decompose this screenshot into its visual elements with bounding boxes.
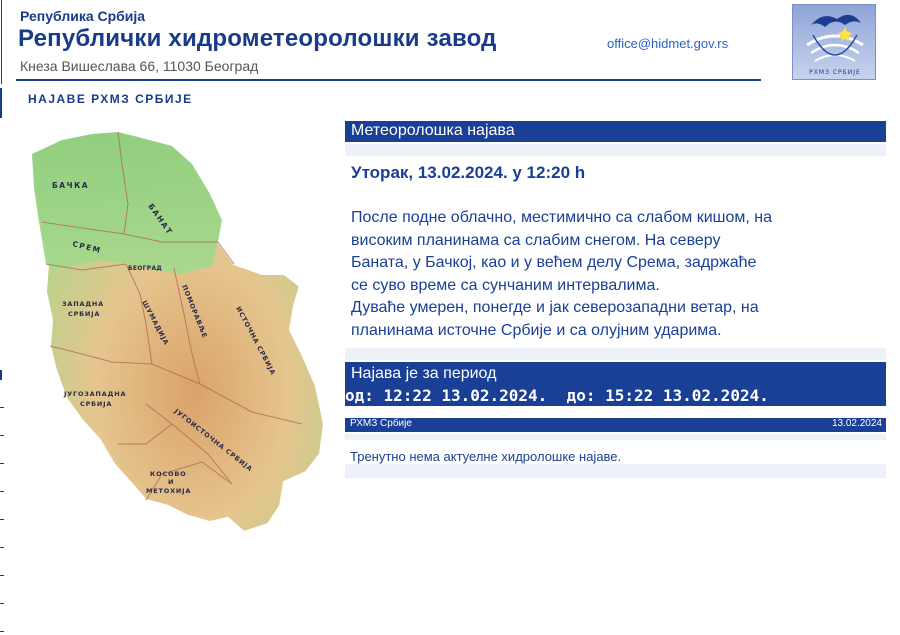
map-north-plain	[32, 132, 222, 274]
forecast-heading-bar	[345, 121, 886, 142]
forecast-line: Баната, у Бачкој, као и у већем делу Срема, задржаће	[351, 254, 757, 271]
forecast-line: После подне облачно, местимично са слабом кишом, на	[351, 209, 772, 226]
forecast-line: Дуваће умерен, понегде и јак северозападни ветар, на	[351, 299, 759, 316]
forecast-period-bar	[345, 362, 886, 406]
period-label: Најава је за период	[351, 365, 497, 382]
map-label-beograd: БЕОГРАД	[128, 265, 163, 272]
forecast-line: високим планинама са слабим снегом. На северу	[351, 231, 721, 249]
map-label-zapadna: ЗАПАДНА	[62, 300, 104, 308]
map-label-metohija: МЕТОХИЈА	[146, 487, 192, 495]
map-label-pomoravlje: ПОМОРАВЉЕ	[180, 283, 209, 340]
header-email-link[interactable]: office@hidmet.gov.rs	[607, 36, 729, 51]
map-label-sumadija: ШУМАДИЈА	[140, 299, 171, 347]
map-label-istocna-srbija: ИСТОЧНА СРБИЈА	[234, 305, 278, 377]
issued-date: 13.02.2024	[831, 418, 882, 429]
forecast-line: се суво време са сунчаним интервалима.	[351, 276, 660, 294]
period-spacer-strip	[345, 348, 886, 360]
forecast-line: планинама источне Србије и са олујним ударима.	[351, 321, 722, 339]
map-label-jugozapadna: ЈУГОЗАПАДНА	[64, 390, 127, 398]
map-label-banat: БАНАТ	[146, 201, 175, 237]
header-left-border	[1, 0, 2, 84]
header-address: Кнеза Вишеслава 66, 11030 Београд	[20, 58, 259, 74]
map-label-zapadna-srbija: СРБИЈА	[68, 310, 101, 318]
hydro-spacer-strip	[345, 434, 886, 440]
source-bar	[345, 418, 886, 432]
map-label-jugoistocna-srbija: ЈУГОИСТОЧНА СРБИЈА	[172, 407, 255, 474]
serbia-region-map[interactable]	[22, 124, 332, 544]
source-label: РХМЗ Србије	[350, 418, 412, 429]
logo-caption: РХМЗ СРБИЈЕ	[809, 69, 861, 76]
map-label-kosovo: КОСОВО	[150, 470, 187, 478]
serbia-map-svg	[22, 124, 332, 544]
forecast-spacer-strip	[345, 144, 886, 156]
map-label-jugozapadna-srbija: СРБИЈА	[80, 400, 113, 408]
left-frame-ticks	[0, 380, 4, 635]
header-country: Република Србија	[20, 8, 146, 24]
section-title: НАЈАВЕ РХМЗ СРБИЈЕ	[28, 92, 193, 106]
period-range: од: 12:22 13.02.2024. до: 15:22 13.02.2024.	[345, 386, 769, 405]
map-label-srem: СРЕМ	[71, 239, 103, 256]
left-frame-edge	[0, 88, 2, 118]
forecast-text	[351, 207, 881, 342]
hydro-bottom-strip	[345, 464, 886, 478]
map-label-kosovo-i: И	[168, 478, 175, 486]
forecast-heading: Метеоролошка најава	[351, 122, 515, 139]
header-institution-title[interactable]: Републички хидрометеоролошки завод	[18, 25, 497, 52]
hydro-message: Тренутно нема актуелне хидролошке најаве.	[350, 449, 622, 464]
map-label-backa: БАЧКА	[52, 181, 90, 190]
forecast-date: Уторак, 13.02.2024. у 12:20 h	[351, 163, 586, 182]
rhmz-logo[interactable]	[792, 4, 876, 80]
header-divider	[16, 79, 761, 81]
site-header	[0, 0, 900, 84]
